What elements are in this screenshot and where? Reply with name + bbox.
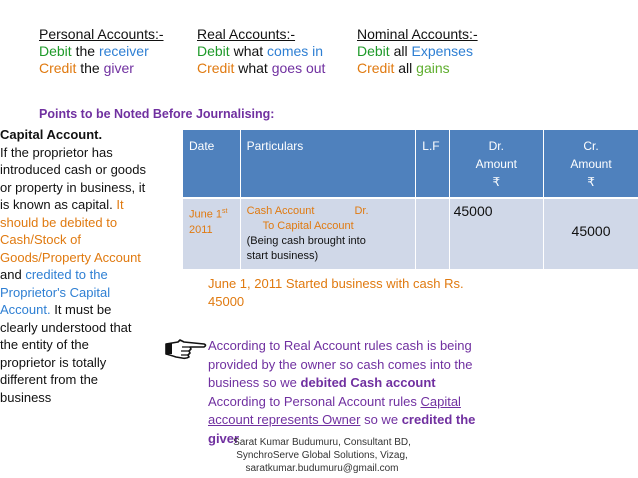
points-heading: Points to be Noted Before Journalising: — [39, 107, 275, 121]
rupee-icon: ₹ — [587, 175, 595, 189]
nominal-accounts-rule — [357, 26, 478, 77]
table-header-row — [183, 130, 638, 198]
capital-credit-line-mixed — [0, 266, 182, 284]
debit-line — [247, 204, 410, 219]
personal-credit-rule — [39, 60, 164, 77]
explanation-line: provided by the owner so cash comes into the — [208, 356, 473, 372]
explanation-line-mixed — [208, 374, 498, 393]
example-transaction — [208, 275, 464, 311]
entry-cr-amount: 45000 — [544, 198, 638, 269]
amount-label: Amount — [570, 157, 612, 171]
nominal-debit-rule — [357, 43, 478, 60]
what-word: what — [233, 43, 264, 59]
capital-line: If the proprietor has — [0, 144, 113, 160]
narration: start business) — [246, 250, 319, 262]
example-line: June 1, 2011 Started business with cash Rs. — [208, 276, 464, 291]
capital-line: different from the — [0, 372, 99, 387]
explanation-line: According to Real Account rules cash is being — [208, 338, 472, 353]
credit-word: Credit — [197, 60, 235, 76]
cr-label: Cr. — [583, 139, 599, 153]
capital-line: clearly understood that — [0, 319, 132, 335]
what-word: what — [238, 60, 268, 76]
credited-emphasis: credited the — [401, 412, 476, 427]
narration: (Being cash brought into — [246, 235, 366, 247]
the-word: the — [80, 60, 100, 76]
capital-line: or property in business, it — [0, 179, 146, 195]
date-suffix: st — [222, 208, 228, 215]
pointing-hand-icon — [164, 338, 208, 360]
capital-debit-line: Goods/Property Account — [0, 249, 141, 265]
nominal-accounts-title: Nominal Accounts:- — [357, 26, 478, 42]
explanation-line: According to Personal Account rules — [208, 393, 417, 409]
company-line: SynchroServe Global Solutions, Vizag, — [236, 450, 408, 461]
real-accounts-title: Real Accounts:- — [197, 26, 296, 42]
owner-link-text: account represents Owner — [208, 412, 361, 427]
debit-word: Debit — [197, 43, 230, 59]
entry-lf — [416, 198, 449, 269]
expenses-word: Expenses — [411, 43, 473, 59]
debit-word: Debit — [39, 43, 72, 59]
personal-accounts-title: Personal Accounts:- — [39, 26, 164, 42]
cr-amount-header — [544, 130, 638, 198]
capital-credit-line-mixed — [0, 301, 182, 319]
explanation-line-mixed — [208, 411, 498, 430]
example-line: 45000 — [208, 294, 245, 309]
capital-line: is known as capital. — [0, 197, 113, 212]
all-word: all — [393, 43, 408, 59]
entry-particulars — [240, 198, 416, 269]
gains-word: gains — [416, 60, 450, 76]
email-line: saratkumar.budumuru@gmail.com — [245, 463, 399, 474]
debited-cash-emphasis: debited Cash account — [300, 375, 436, 390]
capital-debit-line: should be debited to — [0, 214, 118, 230]
date-header: Date — [183, 130, 240, 198]
debit-account: Cash Account — [246, 205, 315, 217]
entry-dr-amount: 45000 — [449, 198, 543, 269]
credit-word: Credit — [357, 60, 395, 76]
amount-label: Amount — [475, 157, 517, 171]
explanation-line: so we — [364, 412, 399, 427]
capital-link-text: Capital — [420, 393, 461, 409]
capital-line: proprietor is totally — [0, 354, 107, 370]
real-credit-rule — [197, 60, 325, 77]
real-debit-rule — [197, 43, 325, 60]
comes-in-words: comes in — [267, 43, 324, 59]
capital-credit-line: Account. — [0, 302, 51, 317]
capital-line-mixed — [0, 196, 182, 214]
capital-credit-line: Proprietor's Capital — [0, 284, 111, 300]
capital-line: the entity of the — [0, 337, 89, 352]
explanation-line-mixed — [208, 393, 498, 412]
explanation-line: business so we — [208, 375, 297, 390]
goes-out-words: goes out — [271, 60, 326, 76]
dr-mark: Dr. — [354, 205, 369, 217]
capital-line: introduced cash or goods — [0, 162, 146, 177]
the-word: the — [75, 43, 96, 59]
particulars-header: Particulars — [240, 130, 416, 198]
capital-line: business — [0, 389, 52, 405]
giver-emphasis: giver — [208, 430, 240, 446]
credit-account: To Capital Account — [262, 220, 354, 232]
real-accounts-rule — [197, 26, 325, 77]
rupee-icon: ₹ — [492, 175, 501, 189]
capital-line: It must be — [54, 302, 112, 317]
personal-accounts-rule — [39, 26, 164, 77]
capital-heading: Capital Account. — [0, 127, 103, 142]
author-credit — [222, 436, 422, 475]
author-line: Sarat Kumar Budumuru, Consultant BD, — [233, 437, 411, 448]
capital-credit-line: credited to the — [25, 267, 108, 282]
capital-account-note — [0, 126, 182, 406]
capital-debit-line: Cash/Stock of — [0, 232, 81, 247]
journal-entry-table — [183, 130, 638, 269]
giver-word: giver — [103, 60, 134, 76]
receiver-word: receiver — [98, 43, 149, 59]
rule-explanation — [208, 337, 498, 448]
capital-it-word: It — [116, 197, 124, 212]
entry-date — [183, 198, 240, 269]
date-year: 2011 — [189, 223, 213, 236]
all-word: all — [398, 60, 413, 76]
credit-word: Credit — [39, 60, 77, 76]
lf-header: L.F — [416, 130, 449, 198]
dr-label: Dr. — [488, 139, 504, 153]
table-row — [183, 198, 638, 269]
dr-amount-header — [449, 130, 543, 198]
date-day: June 1 — [189, 208, 223, 221]
debit-word: Debit — [357, 43, 390, 59]
nominal-credit-rule — [357, 60, 478, 77]
and-word: and — [0, 267, 22, 282]
personal-debit-rule — [39, 43, 164, 60]
